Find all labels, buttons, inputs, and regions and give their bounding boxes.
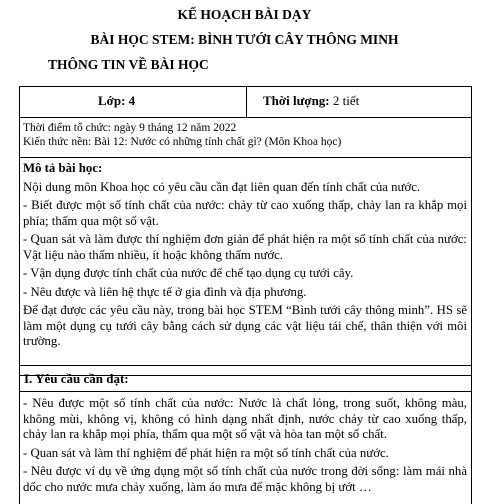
lesson-meta (23, 121, 467, 149)
requirement-item: - Nêu được một số tính chất của nước: Nước là chất lỏng, trong suốt, không màu, không mùi, không vị, không có hình dạng nhất định, nước chảy từ cao xuống thấp, chảy lan ra khắp mọi phía, thấm qua một số vật và hòa tan một số chất. (23, 396, 467, 441)
requirement-item: - Nêu được ví dụ về ứng dụng một số tính chất của nước trong đời sống: làm mái nhà dốc cho nước mưa chảy xuống, làm áo mưa để mặc không bị ướt … (23, 464, 467, 494)
table-row-divider (19, 157, 472, 158)
document-title: KẾ HOẠCH BÀI DẠY (177, 7, 312, 22)
description-paragraph: - Quan sát và làm được thí nghiệm đơn giản để phát hiện ra một số tính chất của nước: Vật liệu nào thấm nhiều, ít hoặc không thấm nước. (23, 232, 467, 262)
description-paragraph: - Nêu được và liên hệ thực tế ở gia đình và địa phương. (23, 284, 307, 299)
duration-label: Thời lượng: 2 tiết (263, 93, 360, 108)
table-column-divider (246, 86, 247, 117)
table-border-left (19, 86, 20, 376)
requirements-list (23, 396, 467, 499)
description-paragraph: Nội dung môn Khoa học có yêu cầu cần đạt liên quan đến tính chất của nước. (23, 179, 421, 194)
requirements-border-right (471, 365, 472, 504)
lesson-description (23, 161, 467, 350)
section-heading: THÔNG TIN VỀ BÀI HỌC (48, 57, 209, 72)
document-subtitle: BÀI HỌC STEM: BÌNH TƯỚI CÂY THÔNG MINH (90, 32, 399, 47)
requirements-heading: I. Yêu cầu cần đạt: (24, 371, 129, 386)
description-paragraph: - Vận dụng được tính chất của nước để chế tạo dụng cụ tưới cây. (23, 266, 354, 280)
description-paragraph: - Biết được một số tính chất của nước: chảy từ cao xuống thấp, chảy lan ra khắp mọi phía; thấm qua một số vật. (23, 198, 467, 228)
requirement-item: - Quan sát và làm thí nghiệm để phát hiện ra một số tính chất của nước. (23, 445, 389, 460)
requirements-border-left (19, 365, 20, 504)
requirements-row-divider (19, 391, 472, 392)
table-border-right (471, 86, 472, 376)
description-paragraph: Để đạt được các yêu cầu này, trong bài học STEM “Bình tưới cây thông minh”. HS sẽ làm một dụng cụ tưới cây bằng cách sử dụng các vật liệu tái chế, thân thiện với môi trường. (23, 303, 467, 348)
description-heading: Mô tả bài học: (23, 161, 103, 175)
organization-time: Thời điểm tổ chức: ngày 9 tháng 12 năm 2022 (23, 122, 237, 134)
requirements-border-top (19, 365, 472, 366)
background-knowledge: Kiến thức nền: Bài 12: Nước có những tính chất gì? (Môn Khoa học) (23, 136, 342, 148)
table-row-divider (19, 117, 472, 118)
grade-label: Lớp: 4 (98, 93, 136, 108)
